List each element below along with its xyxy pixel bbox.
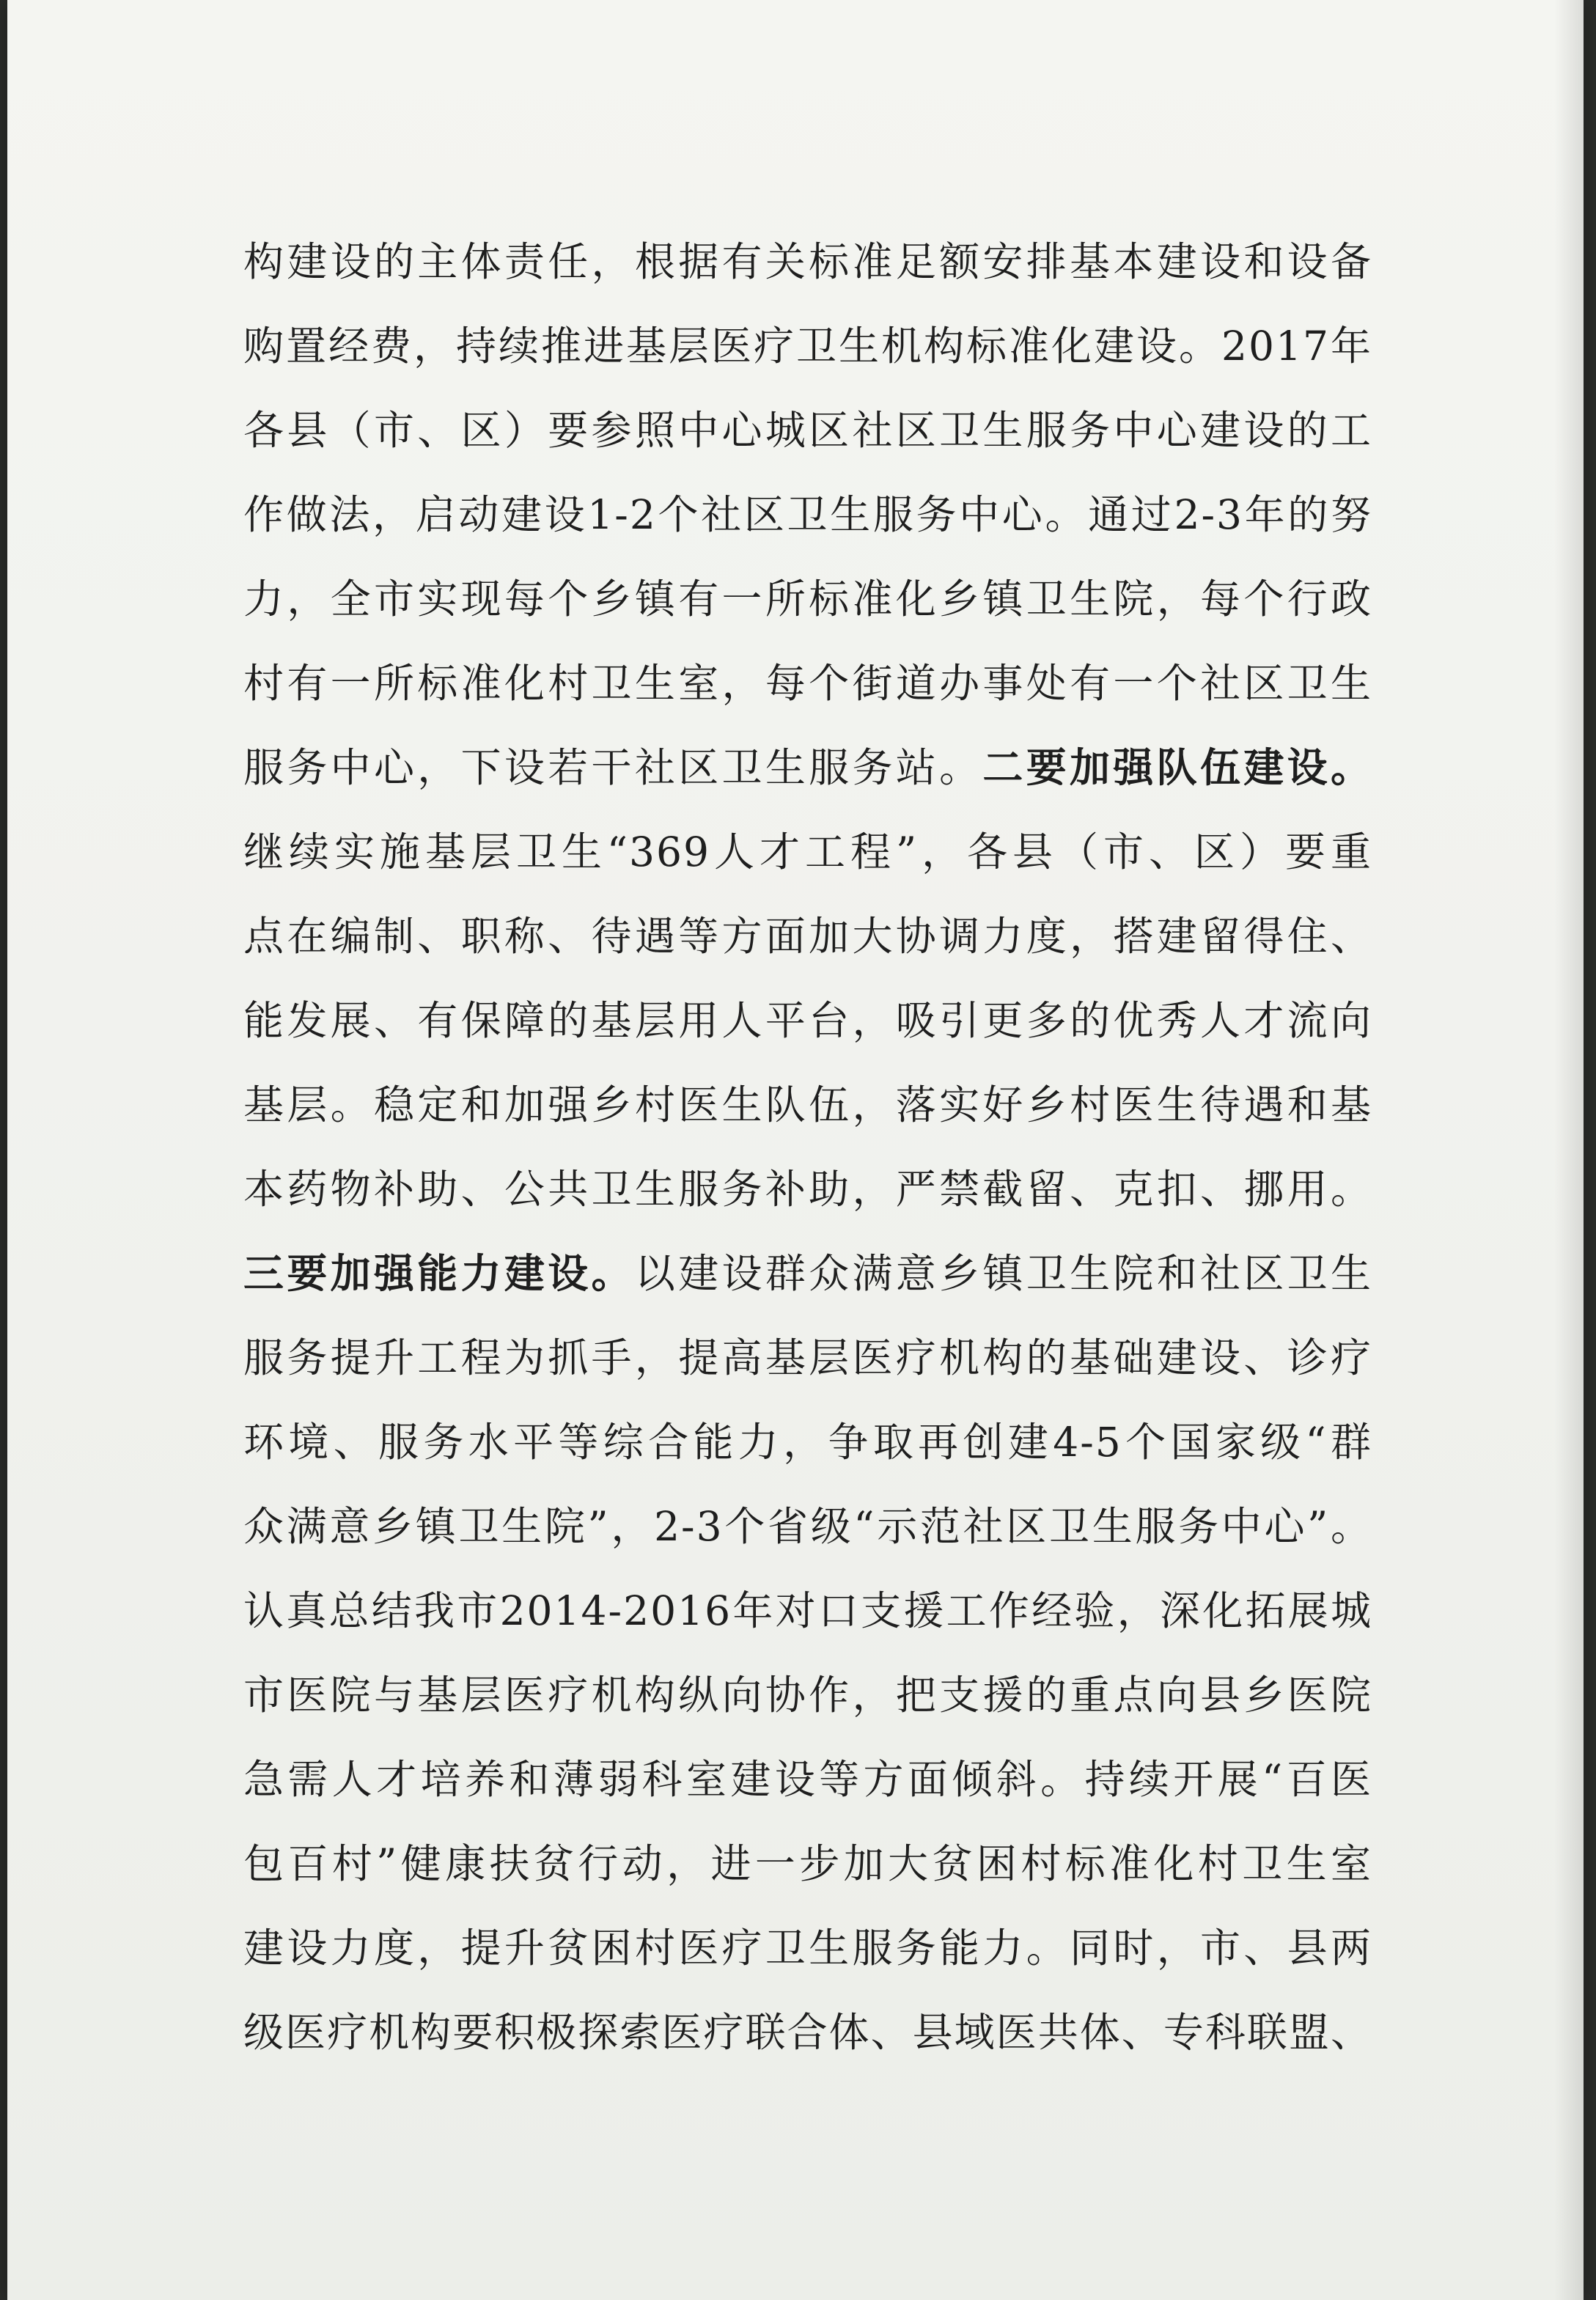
text-line: 服务提升工程为抓手，提高基层医疗机构的基础建设、诊疗: [243, 1334, 1372, 1381]
document-page: [7, 0, 1584, 2300]
text-line: 环境、服务水平等综合能力，争取再创建4-5个国家级“群: [243, 1419, 1372, 1466]
text-line: 三要加强能力建设。以建设群众满意乡镇卫生院和社区卫生: [243, 1250, 1372, 1297]
text-line: 基层。稳定和加强乡村医生队伍，落实好乡村医生待遇和基: [243, 1081, 1372, 1128]
text-line: 各县（市、区）要参照中心城区社区卫生服务中心建设的工: [243, 407, 1372, 454]
text-line: 购置经费，持续推进基层医疗卫生机构标准化建设。2017年: [243, 323, 1372, 370]
text-line: 构建设的主体责任，根据有关标准足额安排基本建设和设备: [243, 238, 1372, 285]
page-edge-shadow: [1554, 0, 1584, 2300]
text-line: 服务中心，下设若干社区卫生服务站。二要加强队伍建设。: [243, 744, 1372, 791]
text-line: 级医疗机构要积极探索医疗联合体、县域医共体、专科联盟、: [243, 2009, 1372, 2056]
body-text: [243, 220, 1372, 2075]
text-line: 能发展、有保障的基层用人平台，吸引更多的优秀人才流向: [243, 997, 1372, 1044]
text-line: 市医院与基层医疗机构纵向协作，把支援的重点向县乡医院: [243, 1672, 1372, 1719]
text-line: 认真总结我市2014-2016年对口支援工作经验，深化拓展城: [243, 1587, 1372, 1634]
text-line: 众满意乡镇卫生院”，2-3个省级“示范社区卫生服务中心”。: [243, 1503, 1372, 1550]
text-line: 力，全市实现每个乡镇有一所标准化乡镇卫生院，每个行政: [243, 576, 1372, 622]
text-line: 作做法，启动建设1-2个社区卫生服务中心。通过2-3年的努: [243, 491, 1372, 538]
text-line: 建设力度，提升贫困村医疗卫生服务能力。同时，市、县两: [243, 1925, 1372, 1972]
bold-heading: 二要加强队伍建设。: [982, 744, 1372, 791]
text-line: 点在编制、职称、待遇等方面加大协调力度，搭建留得住、: [243, 913, 1372, 960]
text-line: 继续实施基层卫生“369人才工程”，各县（市、区）要重: [243, 828, 1372, 875]
text-line: 本药物补助、公共卫生服务补助，严禁截留、克扣、挪用。: [243, 1166, 1372, 1213]
text-line: 包百村”健康扶贫行动，进一步加大贫困村标准化村卫生室: [243, 1840, 1372, 1887]
text-line: 村有一所标准化村卫生室，每个街道办事处有一个社区卫生: [243, 660, 1372, 707]
bold-heading: 三要加强能力建设。: [243, 1250, 635, 1297]
text-line: 急需人才培养和薄弱科室建设等方面倾斜。持续开展“百医: [243, 1756, 1372, 1803]
